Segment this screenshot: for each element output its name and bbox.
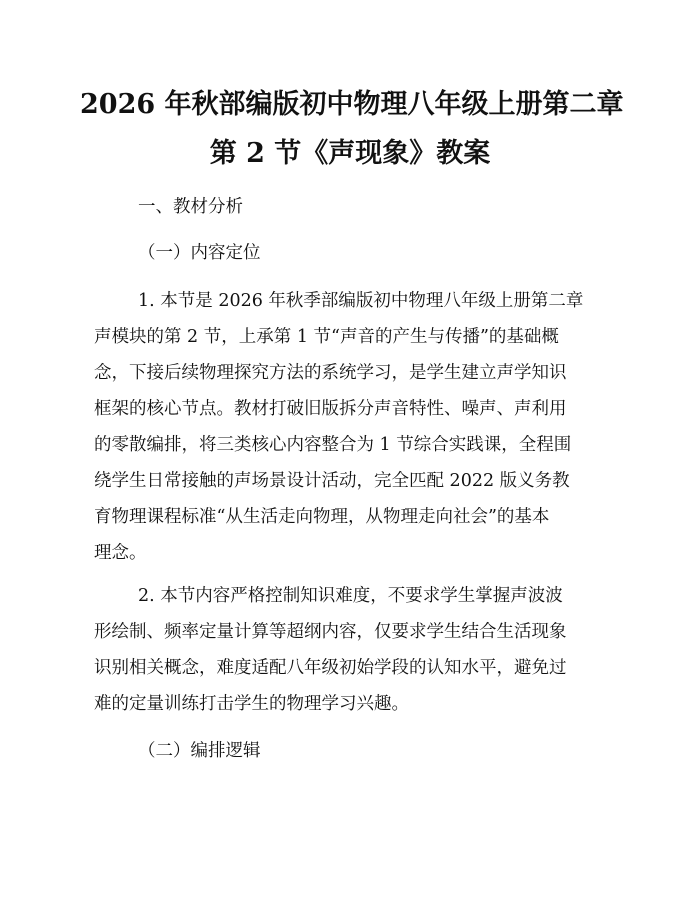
paragraph-2-line: 形绘制、频率定量计算等超纲内容，仅要求学生结合生活现象 <box>94 622 567 642</box>
paragraph-1-line: 理念。 <box>94 543 147 563</box>
paragraph-2 <box>94 578 614 722</box>
paragraph-1-line: 框架的核心节点。教材打破旧版拆分声音特性、噪声、声利用 <box>94 399 567 419</box>
paragraph-1-line: 育物理课程标准“从生活走向物理，从物理走向社会”的基本 <box>94 507 550 527</box>
subsection-heading-content-positioning: （一）内容定位 <box>138 243 261 263</box>
paragraph-1-line: 的零散编排，将三类核心内容整合为 1 节综合实践课，全程围 <box>94 435 572 455</box>
paragraph-1-line: 1. 本节是 2026 年秋季部编版初中物理八年级上册第二章 <box>138 291 584 311</box>
document-title-line-2: 第 2 节《声现象》教案 <box>209 138 491 169</box>
paragraph-2-line: 2. 本节内容严格控制知识难度，不要求学生掌握声波波 <box>138 586 563 606</box>
paragraph-2-line: 难的定量训练打击学生的物理学习兴趣。 <box>94 694 409 714</box>
document-title-line-1: 2026 年秋部编版初中物理八年级上册第二章 <box>80 89 624 120</box>
paragraph-1-line: 绕学生日常接触的声场景设计活动，完全匹配 2022 版义务教 <box>94 471 570 491</box>
paragraph-1-line: 声模块的第 2 节，上承第 1 节“声音的产生与传播”的基础概 <box>94 327 559 347</box>
paragraph-1 <box>94 283 614 571</box>
subsection-heading-arrangement-logic: （二）编排逻辑 <box>138 741 261 761</box>
paragraph-2-line: 识别相关概念，难度适配八年级初始学段的认知水平，避免过 <box>94 658 567 678</box>
paragraph-1-line: 念，下接后续物理探究方法的系统学习，是学生建立声学知识 <box>94 363 567 383</box>
section-heading-textbook-analysis: 一、教材分析 <box>138 197 243 217</box>
